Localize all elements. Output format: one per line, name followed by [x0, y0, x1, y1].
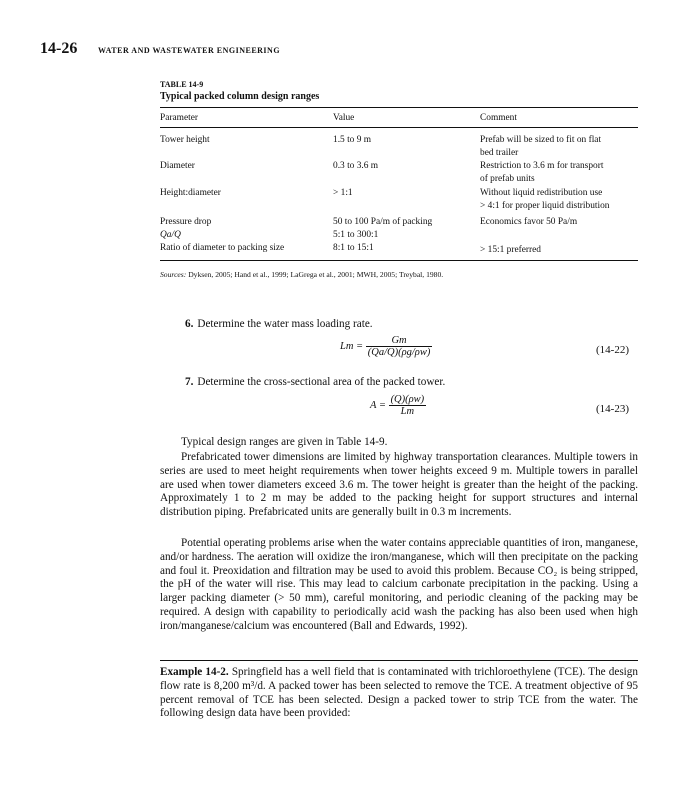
equation-number: (14-22)	[596, 344, 629, 356]
table-header-rule	[160, 127, 638, 128]
equation-lhs: A =	[370, 400, 386, 411]
equation-lhs: Lm =	[340, 341, 364, 352]
step-7	[185, 376, 445, 388]
paragraph: Potential operating problems arise when the water contains appreciable quantities of iron, manganese, and/or hardness. The aeration will oxidize the iron/manganese, which will then precipitate on the packing and foul it. Preoxidation and filtration may be used to avoid this problem. Because CO₂ is being stripped, the pH of the water will rise. This may lead to calcium carbonate precipitation in the packing. Using a larger packing diameter (> 50 mm), careful monitoring, and periodic cleaning of the packing may be required. A design with capability to periodically acid wash the packing has also been used when high iron/manganese/calcium was encountered (Ball and Edwards, 1992).	[160, 537, 638, 632]
table-cell-value: > 1:1	[333, 188, 353, 198]
paragraph: Typical design ranges are given in Table 14-9.	[181, 436, 388, 448]
equation-number: (14-23)	[596, 403, 629, 415]
table-label: TABLE 14-9	[160, 80, 204, 89]
table-cell-value: 5:1 to 300:1	[333, 230, 379, 240]
equation-denominator: (Qa/Q)(ρg/ρw)	[367, 347, 431, 358]
table-bottom-rule	[160, 260, 638, 261]
comment-line: Without liquid redistribution use	[480, 188, 603, 198]
example-title: Example 14-2.	[160, 666, 229, 678]
paragraph: Prefabricated tower dimensions are limited by highway transportation clearances. Multiple towers in series are used to meet height requirements when tower heights exceed 9 m. Multiple towers in parallel are used when tower diameters exceed 3.6 m. The tower height is greater than the height of the packing. Approximately 1 to 2 m may be added to the packing height for support structures and internal distribution piping. Prefabricated units are generally built in 0.3 m increments.	[160, 451, 638, 519]
equation-fraction	[389, 394, 427, 417]
table-cell-param: Diameter	[160, 161, 195, 171]
equation-numerator: Gm	[366, 335, 433, 347]
table-title: Typical packed column design ranges	[160, 91, 320, 102]
equation-14-22	[340, 335, 432, 358]
comment-line: of prefab units	[480, 174, 535, 184]
equation-14-23	[370, 394, 426, 417]
table-cell-param: Ratio of diameter to packing size	[160, 243, 285, 253]
page-number: 14-26	[40, 40, 78, 57]
step-number: 6.	[185, 318, 194, 330]
equation-denominator: Lm	[400, 406, 415, 417]
table-cell-value: 1.5 to 9 m	[333, 135, 372, 145]
example-box	[160, 660, 638, 721]
table-top-rule	[160, 107, 638, 108]
table-cell-param: Tower height	[160, 135, 210, 145]
sources-text: Dyksen, 2005; Hand et al., 1999; LaGrega et al., 2001; MWH, 2005; Treybal, 1980.	[186, 270, 444, 279]
example-text: Springfield has a well field that is contaminated with trichloroethylene (TCE). The design flow rate is 8,200 m³/d. A packed tower has been selected to remove the TCE. A treatment objective of 95 percent removal of TCE has been selected. Design a packed tower to strip TCE from the water. The following design data have been provided:	[160, 666, 638, 720]
comment-line: Prefab will be sized to fit on flat	[480, 135, 602, 145]
table-cell-param: Qa/Q	[160, 230, 181, 240]
table-cell-param: Pressure drop	[160, 217, 212, 227]
table-cell-comment	[480, 187, 640, 213]
comment-line: Restriction to 3.6 m for transport	[480, 161, 604, 171]
table-cell-param: Height:diameter	[160, 188, 221, 198]
table-cell-comment	[480, 160, 640, 186]
comment-line: bed trailer	[480, 148, 519, 158]
step-text: Determine the water mass loading rate.	[197, 318, 373, 330]
table-cell-value: 8:1 to 15:1	[333, 243, 374, 253]
equation-fraction	[366, 335, 433, 358]
step-number: 7.	[185, 376, 194, 388]
table-header-parameter: Parameter	[160, 113, 198, 123]
table-header-comment: Comment	[480, 113, 517, 123]
table-cell-comment	[480, 134, 640, 160]
table-cell-value: 50 to 100 Pa/m of packing	[333, 217, 433, 227]
table-cell-comment: > 15:1 preferred	[480, 245, 541, 255]
table-cell-value: 0.3 to 3.6 m	[333, 161, 379, 171]
running-title: WATER AND WASTEWATER ENGINEERING	[98, 46, 281, 55]
sources-label: Sources:	[160, 270, 187, 279]
table-header-value: Value	[333, 113, 355, 123]
step-6	[185, 318, 373, 330]
equation-numerator: (Q)(ρw)	[390, 394, 425, 405]
table-sources	[160, 270, 443, 279]
table-cell-comment: Economics favor 50 Pa/m	[480, 217, 578, 227]
comment-line: > 4:1 for proper liquid distribution	[480, 201, 610, 211]
step-text: Determine the cross-sectional area of the packed tower.	[197, 376, 446, 388]
